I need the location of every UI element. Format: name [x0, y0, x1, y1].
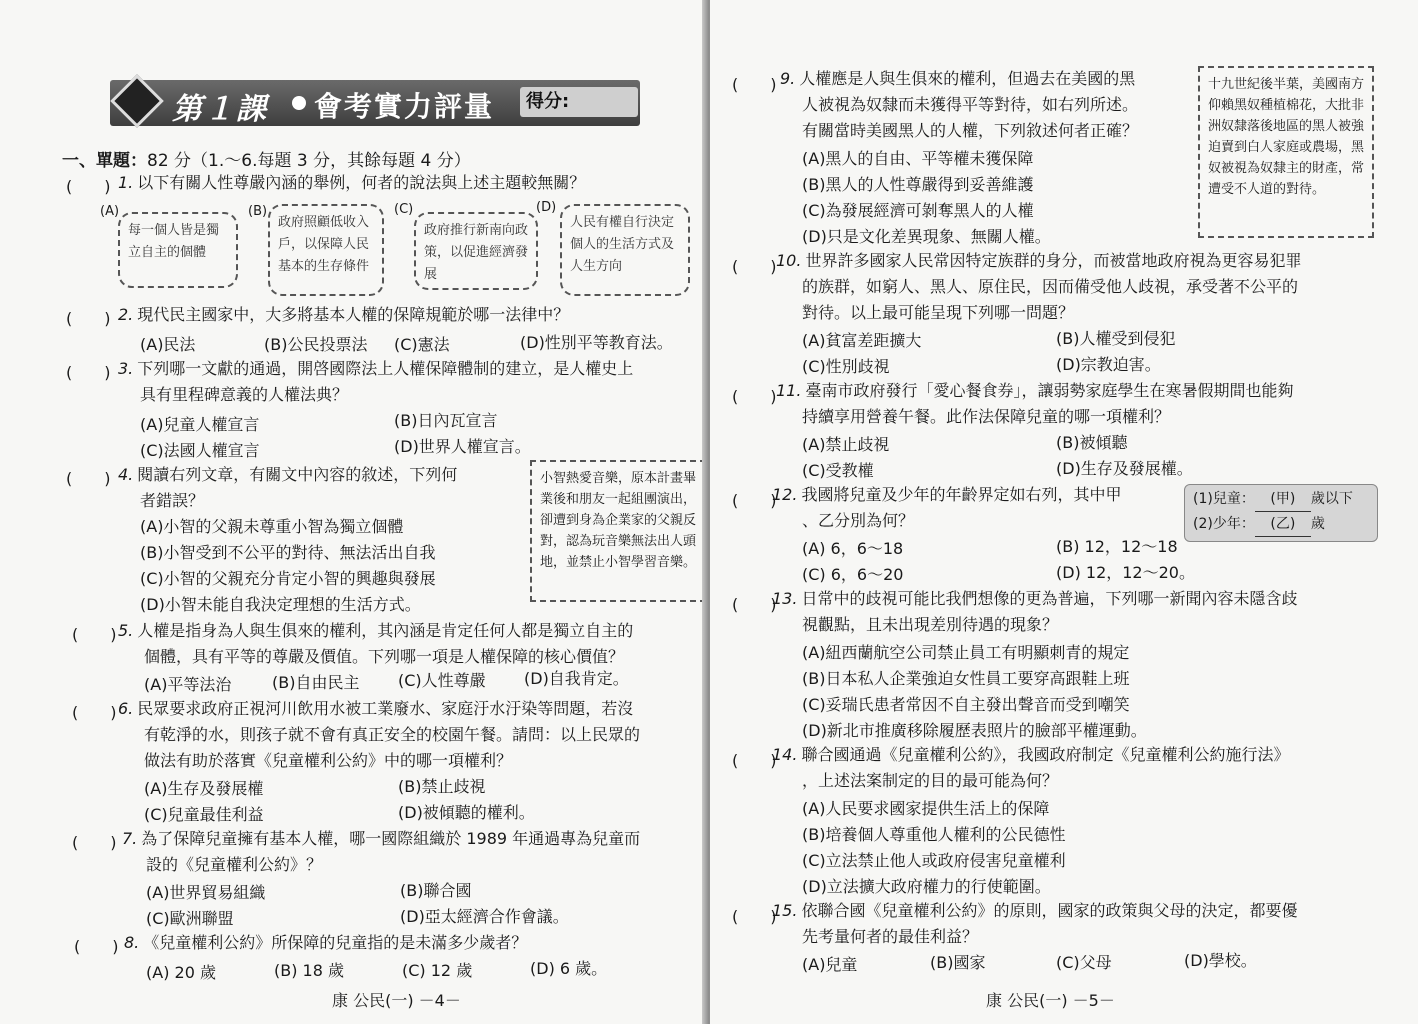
option-d[interactable]: (D)只是文化差異現象、無關人權。: [802, 227, 1051, 246]
option-a[interactable]: (A)人民要求國家提供生活上的保障: [802, 799, 1050, 818]
lesson-number: 第１課: [172, 92, 268, 127]
question-2: 2. 現代民主國家中，大多將基本人權的保障規範於哪一法律中？: [118, 305, 570, 324]
answer-blank[interactable]: ( ): [732, 907, 777, 926]
option-a[interactable]: (A)紐西蘭航空公司禁止員工有明顯刺青的規定: [802, 643, 1130, 662]
option-d[interactable]: (D) 6 歲。: [530, 959, 608, 978]
option-a[interactable]: (A)兒童人權宣言: [140, 415, 260, 434]
option-b[interactable]: (B)自由民主: [272, 673, 360, 692]
question-12: 12. 我國將兒童及少年的年齡界定如右列，其中甲: [772, 485, 1122, 504]
answer-blank[interactable]: ( ): [732, 257, 777, 276]
card-a: 每一個人皆是獨立自主的個體: [118, 212, 238, 288]
option-c[interactable]: (C)小智的父親充分肯定小智的興趣與發展: [140, 569, 436, 588]
question-11: 11. 臺南市政府發行「愛心餐食券」，讓弱勢家庭學生在寒暑假期間也能夠: [776, 381, 1294, 400]
option-c[interactable]: (C)性別歧視: [802, 357, 890, 376]
answer-blank[interactable]: ( ): [66, 363, 111, 382]
answer-blank[interactable]: ( ): [732, 751, 777, 770]
card-letter: (C): [394, 202, 414, 217]
option-b[interactable]: (B)禁止歧視: [398, 777, 486, 796]
option-a[interactable]: (A)平等法治: [144, 675, 232, 694]
page-footer: 康 公民(一) －4－: [332, 991, 461, 1010]
option-c[interactable]: (C)法國人權宣言: [140, 441, 260, 460]
history-note: 十九世紀後半葉，美國南方仰賴黑奴種植棉花，大批非洲奴隸落後地區的黑人被強迫賣到白人家庭或農場，黑奴被視為奴隸主的財產，常遭受不人道的對待。: [1198, 66, 1374, 238]
option-a[interactable]: (A)貧富差距擴大: [802, 331, 922, 350]
card-c: 政府推行新南向政策，以促進經濟發展: [414, 212, 538, 290]
option-a[interactable]: (A)小智的父親未尊重小智為獨立個體: [140, 517, 404, 536]
answer-blank[interactable]: ( ): [732, 75, 777, 94]
option-a[interactable]: (A) 20 歲: [146, 963, 216, 982]
option-d[interactable]: (D)小智未能自我決定理想的生活方式。: [140, 595, 421, 614]
option-d[interactable]: (D)自我肯定。: [524, 669, 629, 688]
question-7: 7. 為了保障兒童擁有基本人權，哪一國際組織於 1989 年通過專為兒童而: [122, 829, 641, 848]
age-row-teen: (2)少年： (乙) 歲: [1193, 512, 1369, 537]
option-a[interactable]: (A) 6，6～18: [802, 539, 904, 558]
option-b[interactable]: (B)公民投票法: [264, 335, 368, 354]
right-page: [710, 0, 1418, 1024]
card-letter: (B): [248, 204, 268, 219]
option-b[interactable]: (B)日本私人企業強迫女性員工要穿高跟鞋上班: [802, 669, 1130, 688]
card-d: 人民有權自行決定個人的生活方式及人生方向: [560, 204, 690, 296]
option-d[interactable]: (D)亞太經濟合作會議。: [400, 907, 569, 926]
option-d[interactable]: (D) 12，12～20。: [1056, 563, 1195, 582]
answer-blank[interactable]: ( ): [732, 595, 777, 614]
option-a[interactable]: (A)兒童: [802, 955, 858, 974]
option-a[interactable]: (A)黑人的自由、平等權未獲保障: [802, 149, 1034, 168]
option-c[interactable]: (C)立法禁止他人或政府侵害兒童權利: [802, 851, 1066, 870]
answer-blank[interactable]: ( ): [72, 833, 117, 852]
option-c[interactable]: (C)人性尊嚴: [398, 671, 486, 690]
answer-blank[interactable]: ( ): [74, 937, 119, 956]
question-15: 15. 依聯合國《兒童權利公約》的原則，國家的政策與父母的決定，都要優: [772, 901, 1298, 920]
question-9: 9. 人權應是人與生俱來的權利，但過去在美國的黑: [780, 69, 1136, 88]
option-c[interactable]: (C)兒童最佳利益: [144, 805, 264, 824]
option-a[interactable]: (A)世界貿易組織: [146, 883, 266, 902]
option-c[interactable]: (C)為發展經濟可剝奪黑人的人權: [802, 201, 1034, 220]
option-c[interactable]: (C)歐洲聯盟: [146, 909, 234, 928]
question-8: 8. 《兒童權利公約》所保障的兒童指的是未滿多少歲者？: [124, 933, 528, 952]
question-9-line3: 有關當時美國黑人的人權，下列敘述何者正確？: [802, 121, 1139, 140]
section-title: 一、單題：: [62, 151, 147, 171]
option-c[interactable]: (C) 6，6～20: [802, 565, 904, 584]
answer-blank[interactable]: ( ): [66, 177, 111, 196]
option-c[interactable]: (C) 12 歲: [402, 961, 473, 980]
question-3: 3. 下列哪一文獻的通過，開啓國際法上人權保障體制的建立，是人權史上: [118, 359, 634, 378]
question-9-line2: 人被視為奴隸而未獲得平等對待，如右列所述。: [802, 95, 1139, 114]
answer-blank[interactable]: ( ): [66, 309, 111, 328]
diamond-icon: [110, 74, 164, 128]
page-footer: 康 公民(一) －5－: [986, 991, 1115, 1010]
question-15-line2: 先考量何者的最佳利益？: [802, 927, 979, 946]
question-4-line2: 者錯誤？: [140, 491, 205, 510]
question-5-line2: 個體，具有平等的尊嚴及價值。下列哪一項是人權保障的核心價值？: [144, 647, 625, 666]
option-b[interactable]: (B) 12，12～18: [1056, 537, 1178, 556]
question-13-line2: 視觀點，且未出現差別待遇的現象？: [802, 615, 1059, 634]
answer-blank[interactable]: ( ): [732, 387, 777, 406]
question-7-line2: 設的《兒童權利公約》？: [146, 855, 323, 874]
option-b[interactable]: (B)人權受到侵犯: [1056, 329, 1176, 348]
option-d[interactable]: (D)學校。: [1184, 951, 1257, 970]
option-a[interactable]: (A)禁止歧視: [802, 435, 890, 454]
option-d[interactable]: (D)生存及發展權。: [1056, 459, 1193, 478]
option-b[interactable]: (B)日內瓦宣言: [394, 411, 498, 430]
question-3-line2: 具有里程碑意義的人權法典？: [140, 385, 349, 404]
story-note: 小智熱愛音樂，原本計畫畢業後和朋友一起組團演出，卻遭到身為企業家的父親反對，認為玩音樂無法出人頭地，並禁止小智學習音樂。: [530, 460, 706, 602]
question-1: 1. 以下有關人性尊嚴內涵的舉例，何者的說法與上述主題較無關？: [118, 173, 586, 192]
option-b[interactable]: (B) 18 歲: [274, 961, 344, 980]
option-b[interactable]: (B)黑人的人性尊嚴得到妥善維護: [802, 175, 1034, 194]
section-header: [62, 146, 471, 171]
left-page: [0, 0, 708, 1024]
bullet-icon: [292, 96, 306, 110]
age-row-child: (1)兒童： (甲) 歲以下: [1193, 487, 1369, 512]
card-letter: (D): [536, 200, 557, 215]
option-a[interactable]: (A)生存及發展權: [144, 779, 264, 798]
option-b[interactable]: (B)聯合國: [400, 881, 472, 900]
section-points: 82 分（1.～6.每題 3 分，其餘每題 4 分）: [147, 151, 471, 171]
question-11-line2: 持續享用營養午餐。此作法保障兒童的哪一項權利？: [802, 407, 1171, 426]
question-4: 4. 閱讀右列文章，有關文中內容的敘述，下列何: [118, 465, 458, 484]
option-a[interactable]: (A)民法: [140, 335, 196, 354]
option-c[interactable]: (C)父母: [1056, 953, 1112, 972]
answer-blank[interactable]: ( ): [72, 703, 117, 722]
question-5: 5. 人權是指身為人與生俱來的權利，其內涵是肯定任何人都是獨立自主的: [118, 621, 634, 640]
answer-blank[interactable]: ( ): [66, 469, 111, 488]
option-b[interactable]: (B)被傾聽: [1056, 433, 1128, 452]
question-14-line2: ，上述法案制定的目的最可能為何？: [802, 771, 1059, 790]
option-d[interactable]: (D)性別平等教育法。: [520, 333, 673, 352]
option-b[interactable]: (B)國家: [930, 953, 986, 972]
answer-blank[interactable]: ( ): [72, 625, 117, 644]
question-10-line2: 的族群，如窮人、黑人、原住民，因而備受他人歧視，承受著不公平的: [802, 277, 1299, 296]
option-d[interactable]: (D)被傾聽的權利。: [398, 803, 535, 822]
question-6: 6. 民眾要求政府正視河川飲用水被工業廢水、家庭汙水汙染等問題，若沒: [118, 699, 634, 718]
option-c[interactable]: (C)妥瑞氏患者常因不自主發出聲音而受到嘲笑: [802, 695, 1130, 714]
question-10: 10. 世界許多國家人民常因特定族群的身分，而被當地政府視為更容易犯罪: [776, 251, 1302, 270]
option-d[interactable]: (D)立法擴大政府權力的行使範圍。: [802, 877, 1051, 896]
option-c[interactable]: (C)憲法: [394, 335, 450, 354]
question-6-line3: 做法有助於落實《兒童權利公約》中的哪一項權利？: [144, 751, 513, 770]
answer-blank[interactable]: ( ): [732, 491, 777, 510]
question-10-line3: 對待。以上最可能呈現下列哪一問題？: [802, 303, 1075, 322]
age-definition-box: [1184, 484, 1378, 542]
lesson-banner: [110, 80, 640, 126]
card-letter: (A): [100, 204, 120, 219]
option-b[interactable]: (B)培養個人尊重他人權利的公民德性: [802, 825, 1066, 844]
option-c[interactable]: (C)受教權: [802, 461, 874, 480]
card-b: 政府照顧低收入戶，以保障人民基本的生存條件: [268, 204, 384, 296]
option-d[interactable]: (D)新北市推廣移除履歷表照片的臉部平權運動。: [802, 721, 1147, 740]
option-d[interactable]: (D)宗教迫害。: [1056, 355, 1161, 374]
score-field[interactable]: 得分:: [520, 87, 638, 117]
question-6-line2: 有乾淨的水，則孩子就不會有真正安全的校園午餐。請問：以上民眾的: [144, 725, 641, 744]
banner-title: 會考實力評量: [314, 90, 495, 123]
question-12-line2: 、乙分別為何？: [802, 511, 915, 530]
option-b[interactable]: (B)小智受到不公平的對待、無法活出自我: [140, 543, 436, 562]
question-14: 14. 聯合國通過《兒童權利公約》，我國政府制定《兒童權利公約施行法》: [772, 745, 1290, 764]
option-d[interactable]: (D)世界人權宣言。: [394, 437, 531, 456]
question-13: 13. 日常中的歧視可能比我們想像的更為普遍，下列哪一新聞內容未隱含歧: [772, 589, 1298, 608]
